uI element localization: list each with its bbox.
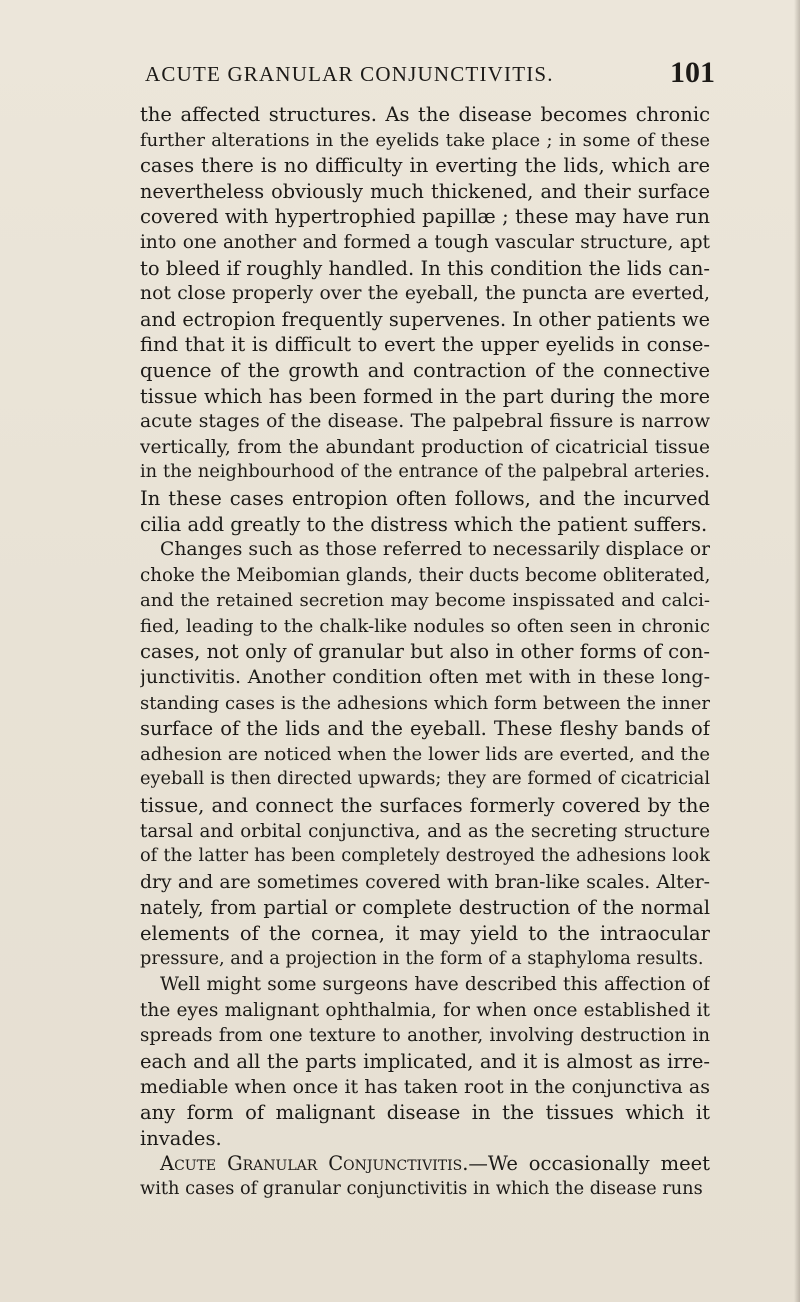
text-line: quence of the growth and contraction of the connective (140, 358, 710, 382)
text-line: tarsal and orbital conjunctiva, and as the secreting structure (140, 820, 710, 842)
running-head (145, 56, 715, 96)
section-start-line (140, 1151, 710, 1177)
text-line: choke the Meibomian glands, their ducts become obliterated, (140, 564, 710, 586)
text-line: with cases of granular conjunctivitis in which the disease runs (140, 1178, 703, 1199)
text-line: surface of the lids and the eyeball. These fleshy bands of (140, 717, 710, 741)
text-line: not close properly over the eyeball, the puncta are everted, (140, 283, 710, 305)
text-line: each and all the parts implicated, and it is almost as irre- (140, 1049, 710, 1073)
text-line: and ectropion frequently supervenes. In other patients we (140, 307, 710, 331)
text-line: cilia add greatly to the distress which the patient suffers. (140, 512, 708, 536)
text-line: eyeball is then directed upwards; they are formed of cicatricial (140, 769, 710, 790)
section-text: —We occasionally meet (468, 1152, 710, 1176)
text-line: In these cases entropion often follows, and the incurved (140, 486, 710, 510)
text-line: of the latter has been completely destroyed the adhesions look (140, 846, 710, 867)
page-number: 101 (670, 56, 715, 89)
text-line: covered with hypertrophied papillæ ; these may have run (140, 205, 710, 229)
text-line: dry and are sometimes covered with bran-like scales. Alter- (140, 871, 710, 893)
text-line: further alterations in the eyelids take place ; in some of these (140, 129, 710, 151)
text-line: and the retained secretion may become inspissated and calci- (140, 590, 710, 612)
text-line: acute stages of the disease. The palpebral fissure is narrow (140, 411, 710, 433)
text-line: into one another and formed a tough vascular structure, apt (140, 231, 710, 253)
text-line: vertically, from the abundant production of cicatricial tissue (140, 436, 710, 458)
text-line: tissue, and connect the surfaces formerly covered by the (140, 794, 710, 818)
text-line: Changes such as those referred to necessarily displace or (160, 539, 710, 561)
text-line: nevertheless obviously much thickened, and their surface (140, 179, 710, 203)
text-line: Well might some surgeons have described this affection of (160, 974, 710, 996)
text-line: invades. (140, 1126, 222, 1150)
text-line: in the neighbourhood of the entrance of the palpebral arteries. (140, 462, 710, 483)
text-line: nately, from partial or complete destruction of the normal (140, 896, 710, 920)
text-line: find that it is difficult to evert the upper eyelids in conse- (140, 333, 710, 357)
text-line: standing cases is the adhesions which form between the inner (140, 692, 710, 714)
text-line: cases, not only of granular but also in other forms of con- (140, 640, 710, 664)
text-line: any form of malignant disease in the tissues which it (140, 1101, 710, 1125)
text-line: adhesion are noticed when the lower lids are everted, and the (140, 743, 710, 765)
running-head-title: ACUTE GRANULAR CONJUNCTIVITIS. (145, 62, 554, 86)
section-heading: Acute Granular Conjunctivitis. (160, 1152, 469, 1176)
text-line: tissue which has been formed in the part during the more (140, 384, 710, 408)
text-line: cases there is no difficulty in everting the lids, which are (140, 154, 710, 178)
text-line: pressure, and a projection in the form of a staphyloma results. (140, 948, 704, 969)
text-line: mediable when once it has taken root in the conjunctiva as (140, 1075, 710, 1098)
text-line: to bleed if roughly handled. In this condition the lids can- (140, 256, 710, 280)
text-line: junctivitis. Another condition often met with in these long- (140, 666, 710, 689)
text-line: the affected structures. As the disease becomes chronic (140, 103, 710, 126)
page-edge-shadow (794, 0, 800, 1302)
text-line: spreads from one texture to another, involving destruction in (140, 1025, 710, 1047)
text-line: fied, leading to the chalk-like nodules so often seen in chronic (140, 615, 710, 637)
text-line: elements of the cornea, it may yield to the intraocular (140, 922, 710, 945)
body-text (140, 102, 710, 1203)
text-line: the eyes malignant ophthalmia, for when once established it (140, 999, 710, 1021)
